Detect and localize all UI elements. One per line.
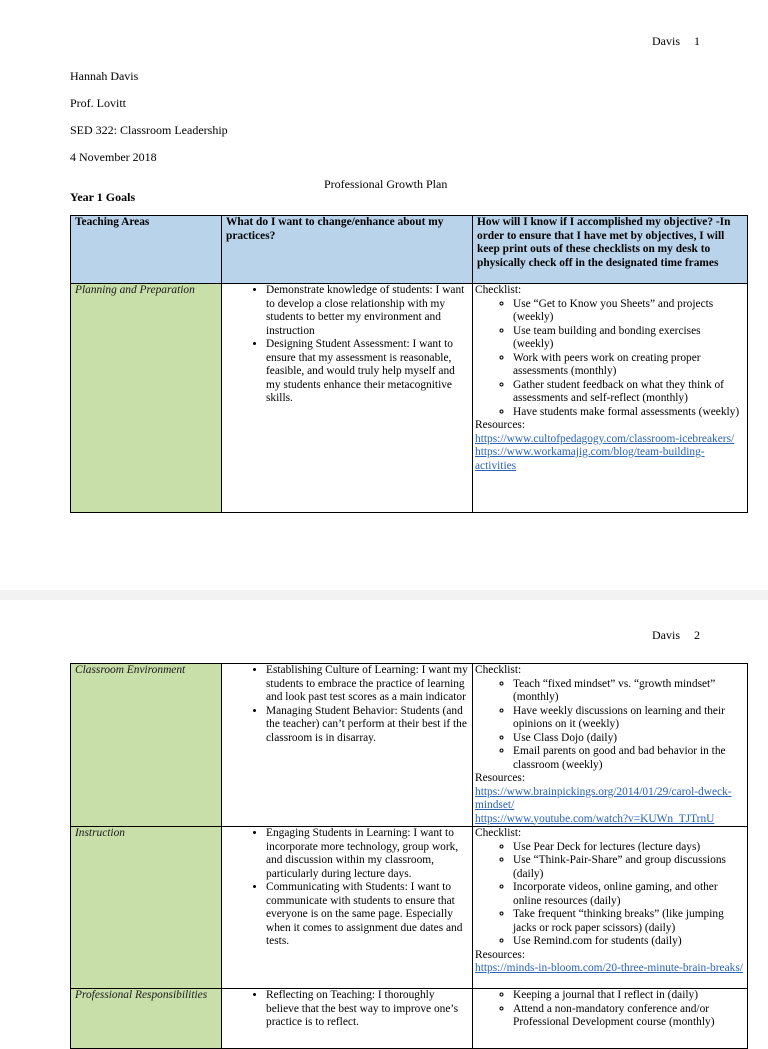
resource-link[interactable]: https://minds-in-bloom.com/20-three-minute-brain-breaks/ xyxy=(475,962,743,974)
practice-item: • Demonstrate knowledge of students: I want to develop a close relationship with my students to better my environment and instruction xyxy=(266,284,468,338)
resources-label: Resources: xyxy=(475,419,525,431)
header-name: Davis xyxy=(652,628,680,642)
checklist-item: ◦ Have students make formal assessments (weekly) xyxy=(513,406,743,420)
checklist-item: ◦ Attend a non-mandatory conference and/or Professional Development course (monthly) xyxy=(513,1003,743,1030)
header-change-enhance: What do I want to change/enhance about my practices? xyxy=(222,216,473,284)
practices-cell xyxy=(222,284,473,513)
growth-plan-table-page1 xyxy=(70,215,748,513)
checklist-cell xyxy=(473,284,748,513)
resource-link[interactable]: https://www.youtube.com/watch?v=KUWn_TJTrnU xyxy=(475,812,715,825)
student-name: Hannah Davis xyxy=(70,69,139,83)
practice-item: • Establishing Culture of Learning: I want my students to embrace the practice of learning and look past test scores as a main indicator xyxy=(266,664,468,705)
checklist-item: ◦ Teach “fixed mindset” vs. “growth mindset” (monthly) xyxy=(513,678,743,705)
page-header xyxy=(652,34,700,49)
resources-label: Resources: xyxy=(475,772,525,784)
checklist-item: ◦ Use “Think-Pair-Share” and group discussions (daily) xyxy=(513,854,743,881)
header-how-will-i-know: How will I know if I accomplished my objective? -In order to ensure that I have met by objectives, I will keep print outs of these checklists on my desk to physically check off in the designated time frames xyxy=(473,216,748,284)
table-row-professional xyxy=(71,989,748,1049)
table-row-planning xyxy=(71,284,748,513)
course-name: SED 322: Classroom Leadership xyxy=(70,123,228,137)
header-name: Davis xyxy=(652,34,680,48)
section-heading: Year 1 Goals xyxy=(70,190,136,204)
area-classroom-environment: Classroom Environment xyxy=(71,664,222,827)
checklist-cell xyxy=(473,827,748,989)
area-professional-responsibilities: Professional Responsibilities xyxy=(71,989,222,1049)
resource-link[interactable]: https://www.brainpickings.org/2014/01/29/carol-dweck-mindset/ xyxy=(475,785,732,811)
table-row-instruction xyxy=(71,827,748,989)
header-teaching-areas: Teaching Areas xyxy=(71,216,222,284)
checklist-item: ◦ Work with peers work on creating proper assessments (monthly) xyxy=(513,352,743,379)
table-row-environment xyxy=(71,664,748,827)
growth-plan-table-page2 xyxy=(70,663,748,1049)
practices-cell xyxy=(222,989,473,1049)
resources-label: Resources: xyxy=(475,948,525,961)
page-number: 2 xyxy=(694,628,700,642)
checklist-label: Checklist: xyxy=(475,827,522,839)
checklist-item: ◦ Take frequent “thinking breaks” (like jumping jacks or rock paper scissors) (daily) xyxy=(513,908,743,935)
table-header-row xyxy=(71,216,748,284)
area-planning-preparation: Planning and Preparation xyxy=(71,284,222,513)
practice-item: • Managing Student Behavior: Students (and the teacher) can’t perform at their best if the classroom is in disarray. xyxy=(266,705,468,746)
practice-item: • Engaging Students in Learning: I want to incorporate more technology, group work, and discussion within my classroom, particularly during lecture days. xyxy=(266,827,468,881)
checklist-item: ◦ Use Pear Deck for lectures (lecture days) xyxy=(513,841,743,855)
practice-item: • Reflecting on Teaching: I thoroughly believe that the best way to improve one’s practice is to reflect. xyxy=(266,989,468,1030)
checklist-item: ◦ Use Class Dojo (daily) xyxy=(513,732,743,746)
checklist-item: ◦ Incorporate videos, online gaming, and other online resources (daily) xyxy=(513,881,743,908)
practices-cell xyxy=(222,827,473,989)
checklist-item: ◦ Use “Get to Know you Sheets” and projects (weekly) xyxy=(513,298,743,325)
checklist-cell xyxy=(473,989,748,1049)
checklist-item: ◦ Use team building and bonding exercises (weekly) xyxy=(513,325,743,352)
document-title: Professional Growth Plan xyxy=(324,177,448,191)
practices-cell xyxy=(222,664,473,827)
date: 4 November 2018 xyxy=(70,150,157,164)
page-header xyxy=(652,628,700,643)
resource-link[interactable]: https://www.cultofpedagogy.com/classroom-icebreakers/ xyxy=(475,432,735,445)
checklist-item: ◦ Gather student feedback on what they think of assessments and self-reflect (monthly) xyxy=(513,379,743,406)
area-instruction: Instruction xyxy=(71,827,222,989)
page-number: 1 xyxy=(694,34,700,48)
page-divider xyxy=(0,590,768,600)
checklist-item: ◦ Use Remind.com for students (daily) xyxy=(513,935,743,949)
resource-link[interactable]: https://www.workamajig.com/blog/team-building-activities xyxy=(475,446,705,472)
practice-item: • Designing Student Assessment: I want to ensure that my assessment is reasonable, feasible, and would truly help myself and my students enhance their metacognitive skills. xyxy=(266,338,468,406)
checklist-item: ◦ Have weekly discussions on learning and their opinions on it (weekly) xyxy=(513,705,743,732)
checklist-item: ◦ Keeping a journal that I reflect in (daily) xyxy=(513,989,743,1003)
checklist-label: Checklist: xyxy=(475,664,522,676)
professor-name: Prof. Lovitt xyxy=(70,96,126,110)
checklist-label: Checklist: xyxy=(475,284,522,296)
checklist-item: ◦ Email parents on good and bad behavior in the classroom (weekly) xyxy=(513,745,743,772)
practice-item: • Communicating with Students: I want to communicate with students to ensure that everyone is on the same page. Especially when it comes to assignment due dates and tests. xyxy=(266,881,468,949)
checklist-cell xyxy=(473,664,748,827)
